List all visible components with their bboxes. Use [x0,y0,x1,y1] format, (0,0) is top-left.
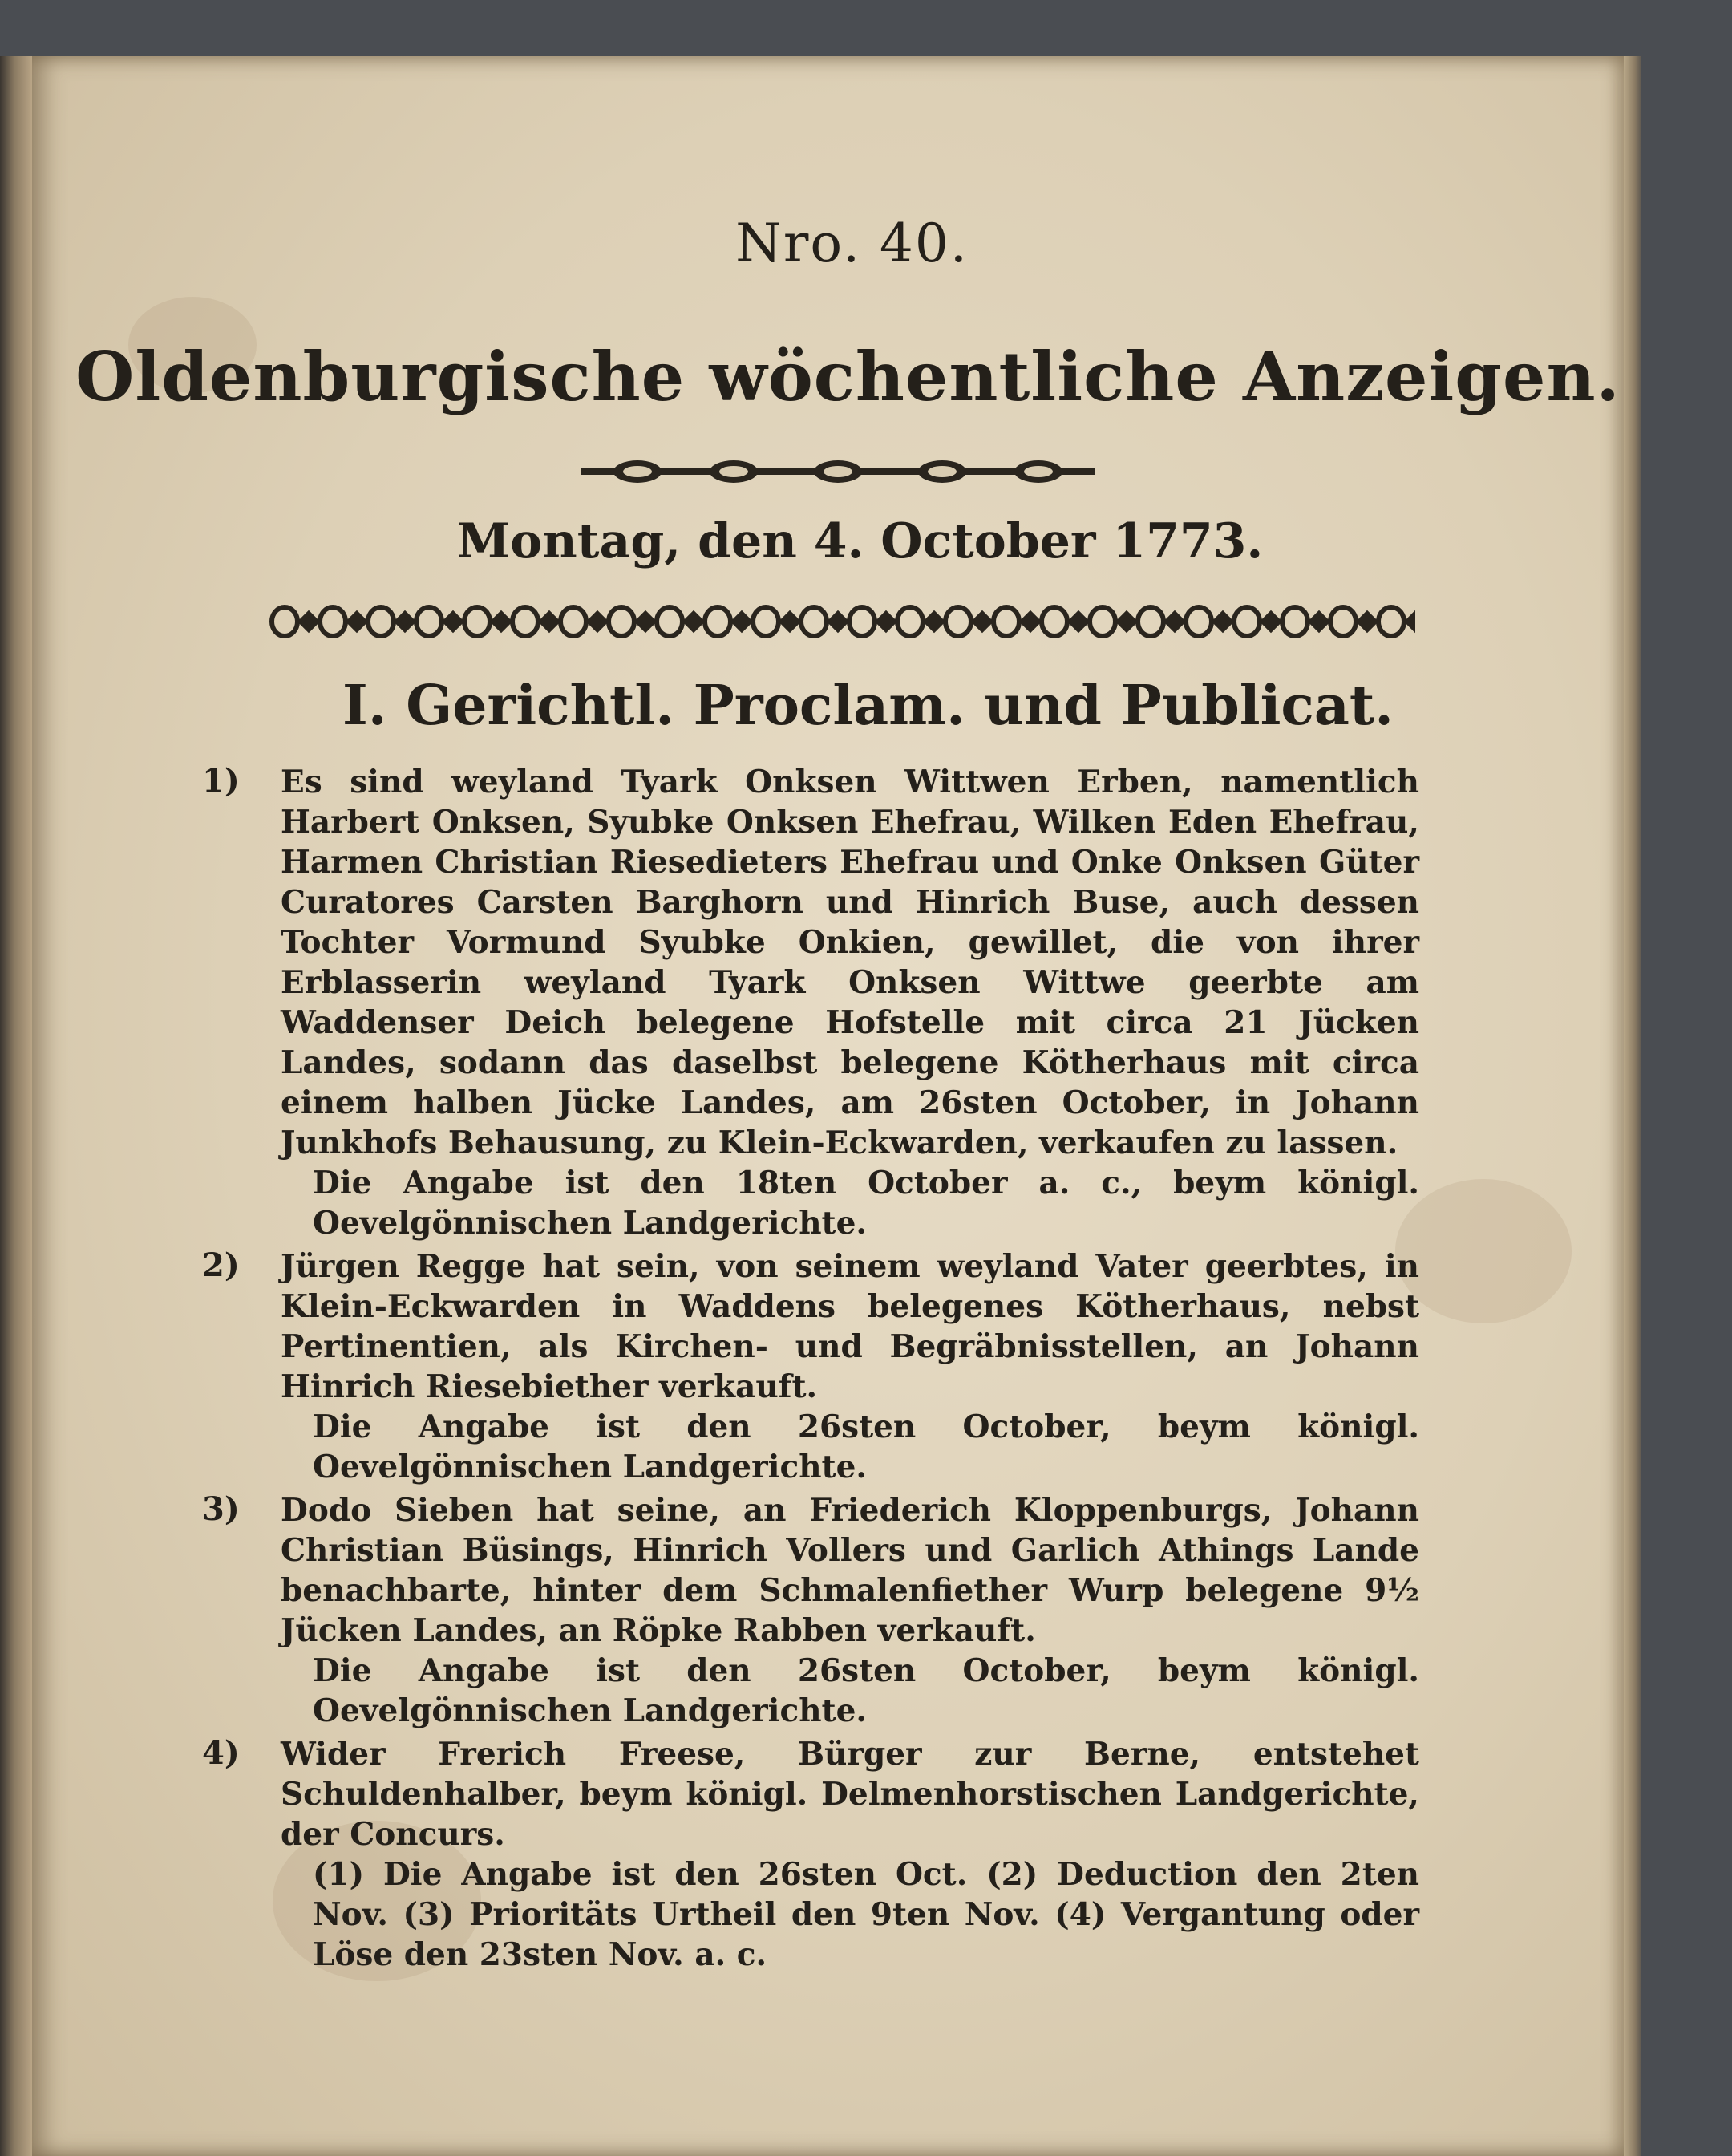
newspaper-title: Oldenburgische wöchentliche Anzeigen. [75,337,1621,416]
entry-note: Die Angabe ist den 26sten October, beym königl. Oevelgönnischen Landgerichte. [313,1408,1419,1485]
ornament-diamond [1119,614,1135,630]
ornament-diamond [397,614,413,630]
right-page-edge [1624,56,1641,2156]
entry-note: Die Angabe ist den 18ten October a. c., beym königl. Oevelgönnischen Landgerichte. [313,1165,1419,1242]
ornament-diamond [493,614,509,630]
ornament-diamond [974,614,990,630]
ornament-diamond [1167,614,1183,630]
ornament-diamond [445,614,461,630]
entry-4 [202,1734,1419,1975]
issue-date: Montag, den 4. October 1773. [456,513,1264,569]
entry-number: 4) [202,1734,240,1772]
entry-text: Es sind weyland Tyark Onksen Wittwen Erben, namentlich Harbert Onksen, Syubke Onksen Ehefrau, Wilken Eden Ehefrau, Harmen Christian Riesedieters Ehefrau und Onke Onksen Güter Curatores Carsten Barghorn und Hinrich Buse, auch dessen Tochter Vormund Syubke Onkien, gewillet, die von ihrer Erblasserin weyland Tyark Onksen Wittwe geerbte am Waddenser Deich belegene Hofstelle mit circa 21 Jücken Landes, sodann das daselbst belegene Kötherhaus mit circa einem halben Jücke Landes, am 26sten October, in Johann Junkhofs Behausung, zu Klein-Eckwarden, verkaufen zu lassen. [281,764,1419,1161]
ornament-diamond [686,614,702,630]
ornament-ring [1378,607,1404,636]
entry-2 [202,1246,1419,1487]
ornament-ring [609,607,634,636]
ornament-diamond [926,614,942,630]
ornament-ring [945,607,971,636]
ornament-diamond [1215,614,1231,630]
ornament-ring [272,607,297,636]
ornament-ring [464,607,490,636]
ornament-diamond [830,614,846,630]
entries-list [202,762,1419,1978]
ornament-ring [753,607,779,636]
entry-1 [202,762,1419,1243]
ornament-ring [993,607,1019,636]
newspaper-page [32,56,1624,2156]
ornament-diamond [1263,614,1279,630]
ornament-diamond [1407,614,1415,630]
ornament-ring [1090,607,1115,636]
ornament-ring [705,607,730,636]
ornament-diamond [878,614,894,630]
ornament-ring [512,607,538,636]
entry-note: Die Angabe ist den 26sten October, beym königl. Oevelgönnischen Landgerichte. [313,1652,1419,1729]
entry-text: Wider Frerich Freese, Bürger zur Berne, entstehet Schuldenhalber, beym königl. Delmenhorstischen Landgerichte, der Concurs. [281,1736,1419,1853]
ornament-diamond [1359,614,1375,630]
entry-number: 3) [202,1490,240,1528]
issue-number: Nro. 40. [735,213,969,274]
ornament-diamond [1022,614,1038,630]
entry-3 [202,1490,1419,1731]
section-heading: I. Gerichtl. Proclam. und Publicat. [342,674,1394,738]
ornament-ring [1234,607,1260,636]
entry-note: (1) Die Angabe ist den 26sten Oct. (2) Deduction den 2ten Nov. (3) Prioritäts Urtheil den 9ten Nov. (4) Vergantung oder Löse den 23sten Nov. a. c. [313,1856,1419,1973]
ornament-ring [897,607,923,636]
ornament-ring [368,607,394,636]
left-page-edge [0,56,32,2156]
ornament-ring [1282,607,1308,636]
ornament-diamond [589,614,605,630]
ornament-ring [1042,607,1067,636]
ornament-diamond [301,614,317,630]
ornament-ring [849,607,875,636]
ornament-diamond [541,614,557,630]
ornament-ring [657,607,682,636]
ornament-diamond [637,614,654,630]
ornament-diamond [734,614,750,630]
ornament-ring [416,607,442,636]
ornament-ring [320,607,346,636]
ornament-ring [801,607,827,636]
ornament-ring [1186,607,1212,636]
ornament-ring [1138,607,1163,636]
entry-number: 2) [202,1246,240,1284]
entry-text: Jürgen Regge hat sein, von seinem weyland Vater geerbtes, in Klein-Eckwarden in Waddens belegenes Kötherhaus, nebst Pertinentien, als Kirchen- und Begräbnisstellen, an Johann Hinrich Riesebiether verkauft. [281,1248,1419,1405]
ornamental-rule [581,457,1095,486]
ornament-ring [560,607,586,636]
ornament-diamond [1070,614,1087,630]
ornamental-border [261,602,1415,642]
ornament-diamond [1311,614,1327,630]
entry-number: 1) [202,762,240,800]
ornament-diamond [782,614,798,630]
ornament-diamond [349,614,365,630]
entry-text: Dodo Sieben hat seine, an Friederich Kloppenburgs, Johann Christian Büsings, Hinrich Vollers und Garlich Athings Lande benachbarte, hinter dem Schmalenfiether Wurp belegene 9½ Jücken Landes, an Röpke Rabben verkauft. [281,1492,1419,1649]
ornament-ring [1330,607,1356,636]
